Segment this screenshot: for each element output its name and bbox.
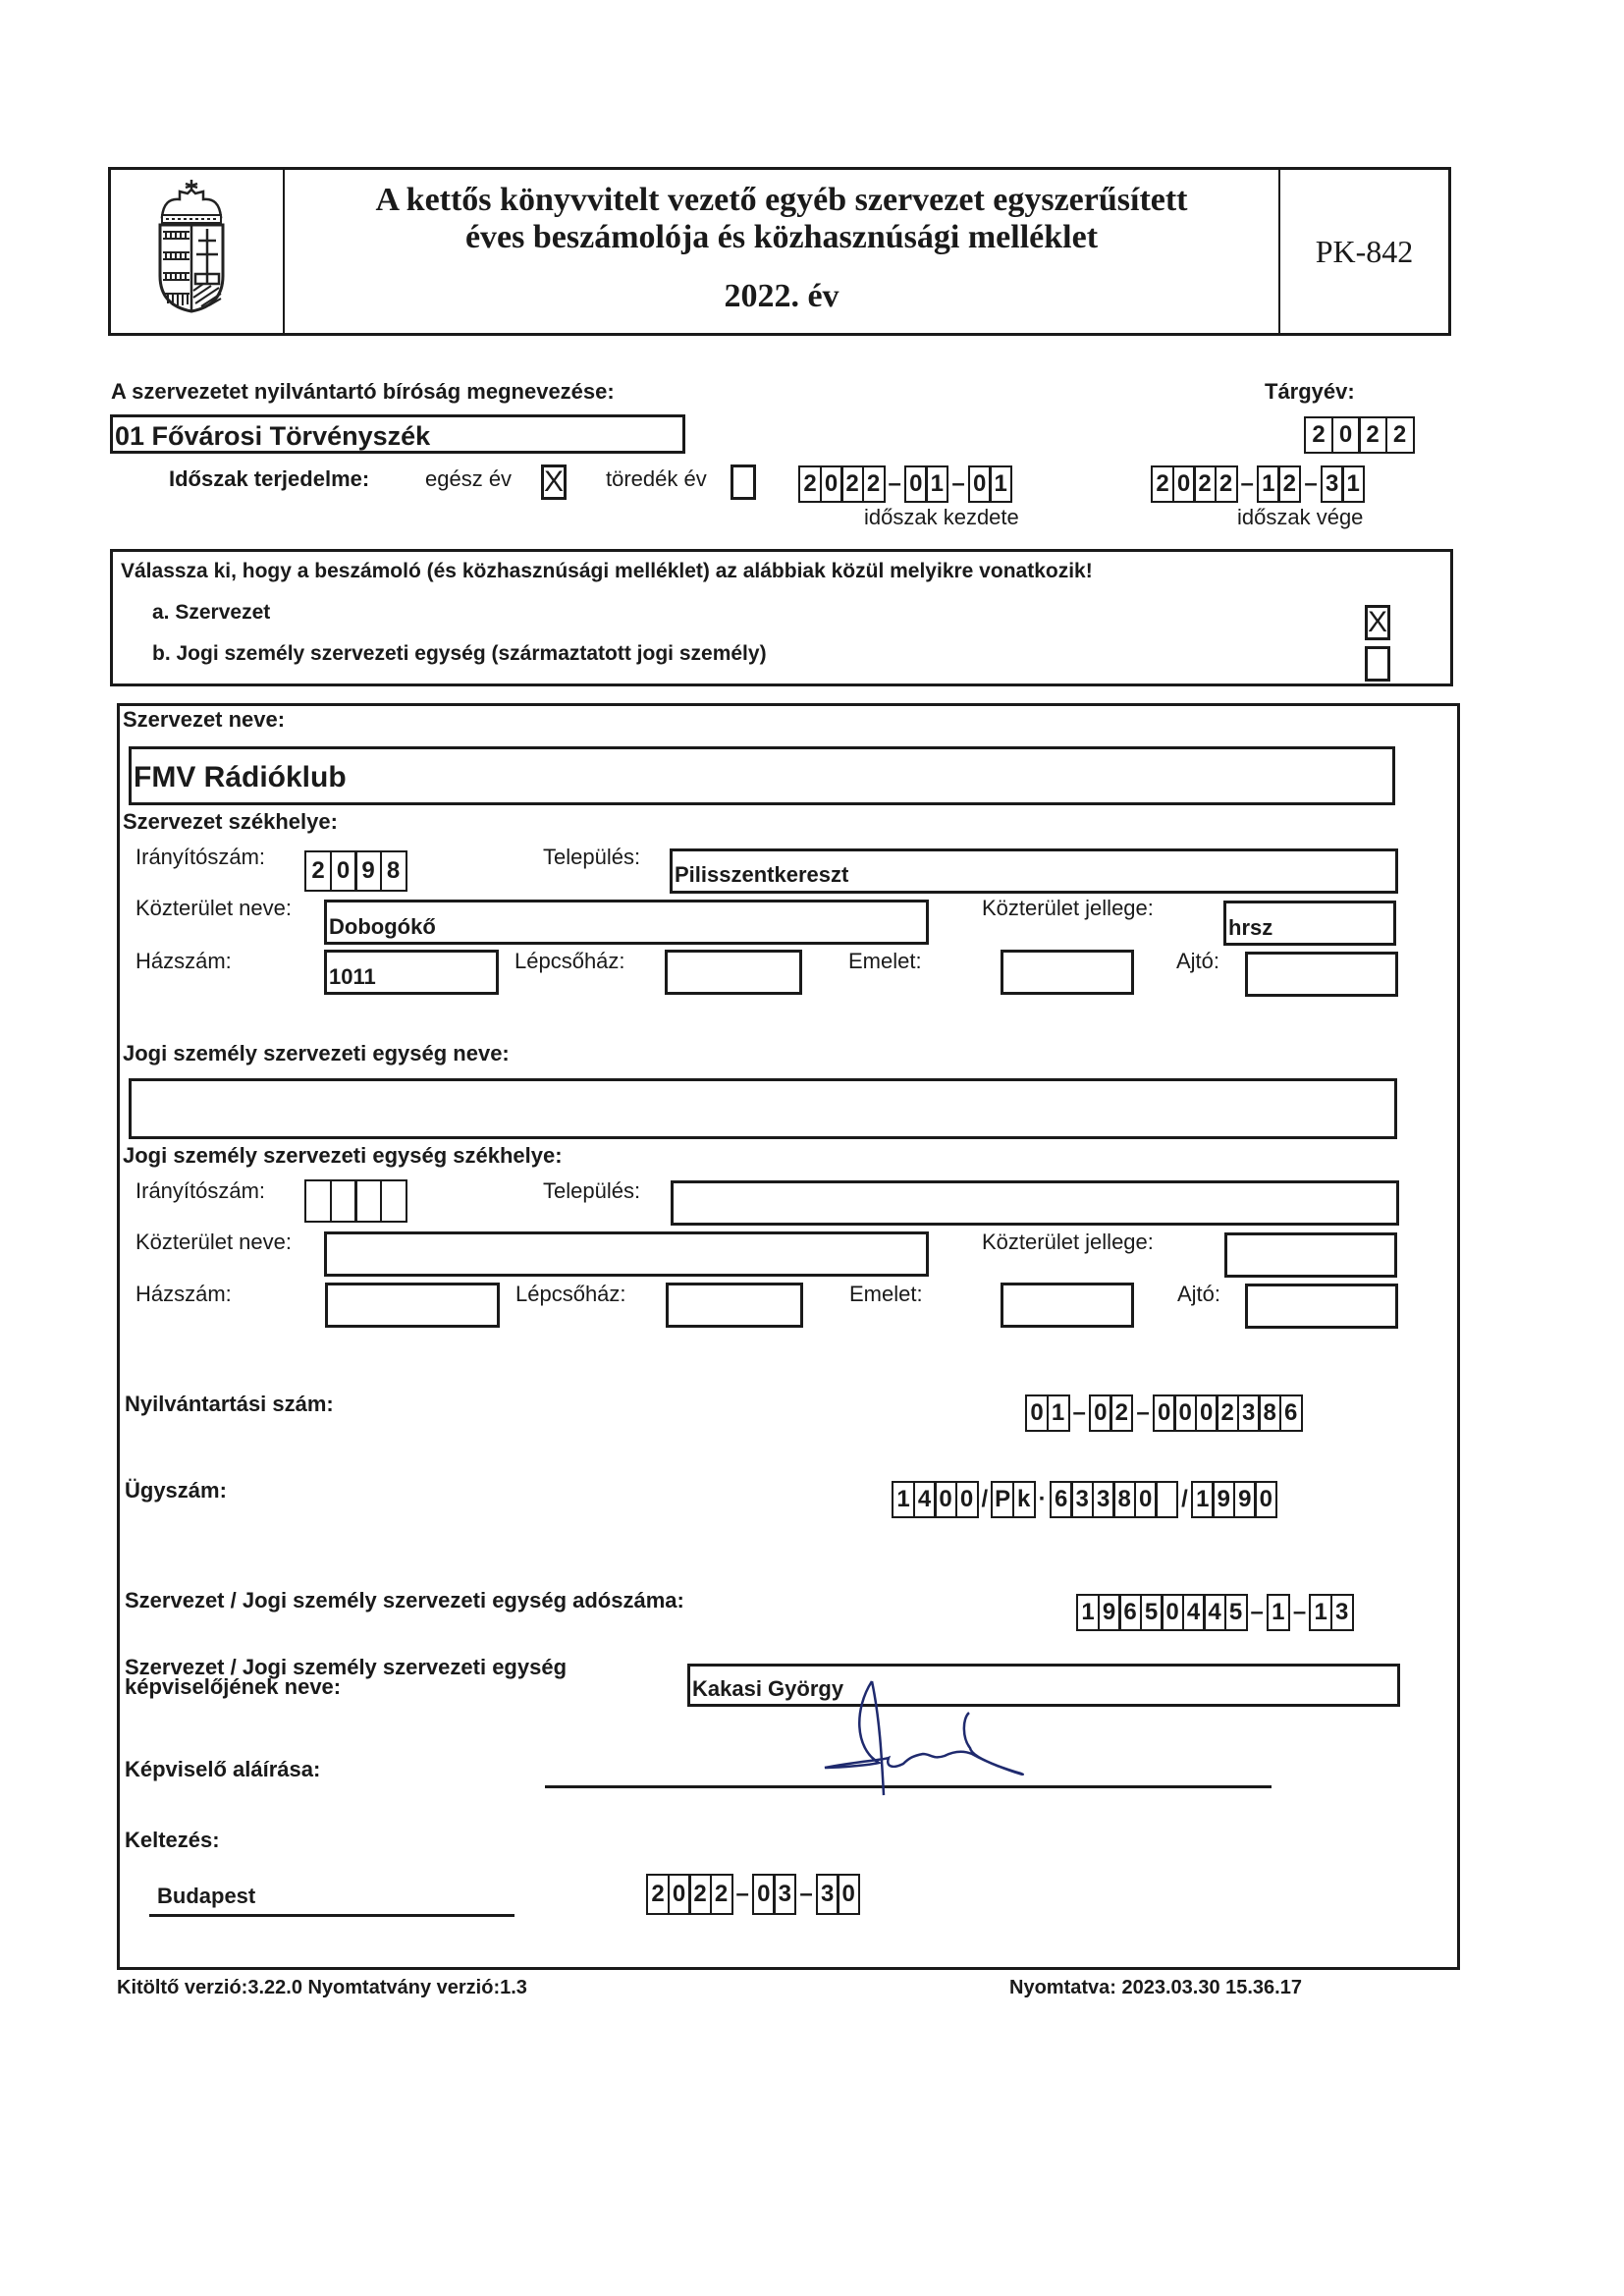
digit-group (1191, 1481, 1278, 1518)
digit-group (304, 850, 407, 892)
digit-cell[interactable]: 9 (1098, 1594, 1121, 1631)
digit-cell[interactable]: 4 (1182, 1594, 1206, 1631)
legal-unit-staircase-field[interactable] (666, 1283, 803, 1328)
org-street-type-value: hrsz (1228, 915, 1273, 940)
digit-group (1025, 1394, 1070, 1432)
digit-group (646, 1874, 733, 1915)
separator: – (888, 470, 901, 497)
legal-unit-door-field[interactable] (1245, 1284, 1398, 1329)
digit-group (1304, 416, 1415, 454)
scope-option-a-checkbox[interactable] (1365, 605, 1390, 640)
footer-printed: Nyomtatva: 2023.03.30 15.36.17 (1009, 1977, 1302, 1998)
digit-cell[interactable]: 9 (1212, 1481, 1235, 1518)
digit-group (1076, 1594, 1248, 1631)
digit-cell[interactable]: 6 (1279, 1394, 1303, 1432)
signature-stroke (872, 1681, 884, 1795)
digit-cell[interactable]: 0 (1331, 416, 1361, 454)
checkbox-mark: X (1368, 606, 1388, 638)
digit-cell[interactable] (330, 1179, 357, 1223)
legal-unit-city-field[interactable] (671, 1180, 1399, 1226)
digit-cell[interactable] (1155, 1481, 1178, 1518)
form-title (285, 182, 1278, 256)
digit-cell[interactable]: 8 (1112, 1481, 1136, 1518)
org-floor-field[interactable] (1001, 950, 1134, 995)
header-title-cell (285, 170, 1280, 333)
form-title-line-1: A kettős könyvvitelt vezető egyéb szervezet egyszerűsített (375, 182, 1188, 218)
dating-label: Keltezés: (125, 1828, 220, 1852)
digit-cell[interactable]: 0 (955, 1481, 979, 1518)
legal-unit-name-label: Jogi személy szervezeti egység neve: (123, 1041, 510, 1066)
dating-date[interactable] (646, 1874, 860, 1915)
digit-cell[interactable]: 2 (710, 1874, 733, 1915)
digit-cell[interactable]: 3 (1237, 1394, 1261, 1432)
separator: – (735, 1881, 749, 1907)
separator: – (1072, 1399, 1086, 1426)
representative-name-value: Kakasi György (692, 1676, 844, 1701)
digit-cell[interactable]: 2 (1215, 465, 1238, 503)
digit-cell[interactable]: 0 (668, 1874, 691, 1915)
representative-name-label-line-2: képviselőjének neve: (125, 1674, 342, 1699)
digit-cell[interactable]: 2 (798, 465, 822, 503)
digit-cell[interactable]: 3 (1321, 465, 1344, 503)
footer-version: Kitöltő verzió:3.22.0 Nyomtatvány verzió:1.3 (117, 1977, 527, 1998)
digit-cell[interactable]: 0 (330, 850, 357, 892)
court-name-value: 01 Fővárosi Törvényszék (115, 421, 431, 451)
digit-cell[interactable]: 9 (354, 850, 382, 892)
digit-cell[interactable]: 0 (837, 1874, 860, 1915)
digit-cell[interactable]: 1 (989, 465, 1012, 503)
org-name-label: Szervezet neve: (123, 707, 286, 732)
digit-cell[interactable]: 8 (1258, 1394, 1281, 1432)
legal-unit-street-type-label: Közterület jellege: (982, 1230, 1154, 1254)
digit-group (904, 465, 949, 503)
digit-cell[interactable]: 1 (1267, 1594, 1290, 1631)
digit-group (798, 465, 886, 503)
legal-unit-house-no-field[interactable] (325, 1283, 500, 1328)
period-start-date[interactable] (798, 465, 1012, 503)
digit-cell[interactable]: 1 (1191, 1481, 1215, 1518)
checkbox-mark: X (544, 465, 565, 498)
digit-group (1257, 465, 1302, 503)
org-street-type-label: Közterület jellege: (982, 896, 1154, 920)
digit-group (1050, 1481, 1179, 1518)
signature-label: Képviselő aláírása: (125, 1757, 321, 1781)
digit-cell[interactable]: 2 (1193, 465, 1217, 503)
digit-cell[interactable]: 4 (913, 1481, 937, 1518)
signature (815, 1669, 1060, 1807)
digit-group (991, 1481, 1036, 1518)
tax-no-digits[interactable] (1076, 1594, 1354, 1631)
org-postal-code-digits[interactable] (304, 850, 407, 892)
digit-cell[interactable]: 0 (1025, 1394, 1049, 1432)
header-logo-cell (111, 170, 285, 333)
digit-cell[interactable]: 0 (752, 1874, 776, 1915)
org-name-value: FMV Rádióklub (134, 761, 347, 793)
representative-name-label-line-1: Szervezet / Jogi személy szervezeti egység (125, 1655, 568, 1679)
digit-cell[interactable]: 8 (380, 850, 407, 892)
separator: – (1240, 470, 1254, 497)
digit-cell[interactable] (354, 1179, 382, 1223)
case-no-digits[interactable] (892, 1481, 1277, 1518)
period-end-caption: időszak vége (1237, 505, 1364, 529)
digit-cell[interactable]: 2 (1277, 465, 1301, 503)
digit-group (816, 1874, 861, 1915)
digit-cell[interactable]: 2 (1216, 1394, 1239, 1432)
digit-cell[interactable]: 1 (925, 465, 948, 503)
separator: / (981, 1486, 989, 1512)
org-staircase-field[interactable] (665, 950, 802, 995)
dating-place-line (149, 1914, 514, 1917)
scope-question: Válassza ki, hogy a beszámoló (és közhasznúsági melléklet) az alábbiak közül melyikre vonatkozik! (121, 560, 1093, 582)
digit-cell[interactable]: 3 (1330, 1594, 1354, 1631)
digit-cell[interactable]: 1 (1076, 1594, 1100, 1631)
digit-cell[interactable]: 6 (1050, 1481, 1073, 1518)
digit-cell[interactable]: 0 (1161, 1594, 1184, 1631)
digit-group (1153, 1394, 1303, 1432)
separator: – (1292, 1599, 1307, 1625)
digit-cell[interactable]: P (991, 1481, 1014, 1518)
digit-cell[interactable]: 2 (304, 850, 332, 892)
digit-cell[interactable]: 0 (1195, 1394, 1218, 1432)
legal-unit-floor-field[interactable] (1001, 1283, 1134, 1328)
digit-cell[interactable]: 2 (688, 1874, 712, 1915)
legal-unit-floor-label: Emelet: (849, 1282, 923, 1306)
org-floor-label: Emelet: (848, 949, 922, 973)
legal-unit-street-type-field[interactable] (1224, 1232, 1397, 1278)
reg-no-label: Nyilvántartási szám: (125, 1392, 334, 1416)
digit-group (1151, 465, 1238, 503)
digit-cell[interactable]: 0 (904, 465, 928, 503)
legal-unit-postal-code-label: Irányítószám: (135, 1178, 266, 1203)
org-street-field[interactable] (324, 900, 929, 945)
form-title-line-2: éves beszámolója és közhasznúsági melléklet (464, 219, 1099, 255)
hungarian-coat-of-arms-icon (152, 178, 231, 315)
digit-cell[interactable]: 1 (1309, 1594, 1332, 1631)
legal-unit-name-field[interactable] (129, 1078, 1397, 1139)
digit-group (1309, 1594, 1354, 1631)
digit-group (1267, 1594, 1290, 1631)
digit-cell[interactable]: 3 (773, 1874, 796, 1915)
court-name-field[interactable] (110, 414, 685, 454)
digit-cell[interactable]: 5 (1224, 1594, 1248, 1631)
digit-cell[interactable]: 2 (1304, 416, 1333, 454)
form-code: PK-842 (1315, 233, 1414, 269)
form-header (108, 167, 1451, 336)
digit-cell[interactable]: 3 (816, 1874, 839, 1915)
digit-group (1321, 465, 1366, 503)
separator: – (1136, 1399, 1150, 1426)
legal-unit-postal-code-digits[interactable] (304, 1179, 407, 1223)
digit-cell[interactable]: 0 (1172, 465, 1196, 503)
digit-cell[interactable]: 0 (1134, 1481, 1158, 1518)
digit-group (304, 1179, 407, 1223)
org-city-label: Település: (543, 845, 641, 869)
digit-cell[interactable]: 0 (1173, 1394, 1197, 1432)
digit-group (1089, 1394, 1134, 1432)
digit-group (752, 1874, 797, 1915)
digit-cell[interactable]: 0 (1089, 1394, 1112, 1432)
org-door-field[interactable] (1245, 952, 1398, 997)
partial-year-label: töredék év (606, 466, 707, 491)
separator: – (1304, 470, 1318, 497)
legal-unit-door-label: Ajtó: (1177, 1282, 1221, 1306)
court-label: A szervezetet nyilvántartó bíróság megnevezése: (111, 379, 615, 404)
scope-option-b-checkbox[interactable] (1365, 646, 1390, 682)
signature-stroke (825, 1681, 1023, 1775)
digit-cell[interactable] (380, 1179, 407, 1223)
whole-year-label: egész év (425, 466, 513, 491)
legal-unit-street-field[interactable] (324, 1231, 929, 1277)
digit-cell[interactable]: 2 (840, 465, 864, 503)
org-street-label: Közterület neve: (135, 896, 292, 920)
digit-cell[interactable]: 2 (1151, 465, 1174, 503)
subject-year-label: Tárgyév: (1265, 379, 1355, 404)
digit-cell[interactable]: 1 (1257, 465, 1280, 503)
whole-year-checkbox[interactable] (541, 465, 567, 500)
org-door-label: Ajtó: (1176, 949, 1220, 973)
digit-cell[interactable]: 2 (1385, 416, 1415, 454)
separator: – (1250, 1599, 1264, 1625)
digit-cell[interactable]: 1 (892, 1481, 915, 1518)
separator: – (799, 1881, 813, 1907)
period-end-date[interactable] (1151, 465, 1365, 503)
legal-unit-seat-label: Jogi személy szervezeti egység székhelye: (123, 1143, 563, 1168)
scope-option-a-label: a. Szervezet (152, 601, 271, 624)
digit-cell[interactable]: 2 (862, 465, 886, 503)
digit-cell[interactable]: 3 (1092, 1481, 1115, 1518)
subject-year-digits[interactable] (1304, 416, 1415, 454)
digit-cell[interactable]: 1 (1341, 465, 1365, 503)
org-city-field[interactable] (670, 848, 1398, 894)
legal-unit-house-no-label: Házszám: (135, 1282, 232, 1306)
period-label: Időszak terjedelme: (169, 466, 370, 491)
digit-cell[interactable]: 2 (1110, 1394, 1133, 1432)
legal-unit-city-label: Település: (543, 1178, 641, 1203)
org-house-no-value: 1011 (329, 964, 376, 989)
org-name-field[interactable] (129, 746, 1395, 805)
period-start-caption: időszak kezdete (864, 505, 1019, 529)
digit-cell[interactable]: 5 (1140, 1594, 1164, 1631)
digit-cell[interactable]: 3 (1070, 1481, 1094, 1518)
digit-cell[interactable]: 0 (968, 465, 992, 503)
case-no-label: Ügyszám: (125, 1478, 227, 1503)
digit-cell[interactable]: 0 (820, 465, 843, 503)
digit-cell[interactable]: 0 (1254, 1481, 1277, 1518)
digit-cell[interactable]: 0 (934, 1481, 957, 1518)
digit-group (892, 1481, 979, 1518)
separator: – (951, 470, 965, 497)
org-street-value: Dobogókő (329, 914, 436, 939)
org-house-no-label: Házszám: (135, 949, 232, 973)
partial-year-checkbox[interactable] (731, 465, 756, 500)
org-city-value: Pilisszentkereszt (675, 862, 849, 887)
org-postal-code-label: Irányítószám: (135, 845, 266, 869)
org-seat-label: Szervezet székhelye: (123, 809, 338, 834)
digit-cell[interactable]: 4 (1203, 1594, 1226, 1631)
digit-cell[interactable]: 6 (1118, 1594, 1142, 1631)
digit-group (968, 465, 1013, 503)
org-staircase-label: Lépcsőház: (514, 949, 625, 973)
digit-cell[interactable]: 1 (1047, 1394, 1070, 1432)
scope-section (110, 549, 1453, 686)
digit-cell[interactable]: 0 (1153, 1394, 1176, 1432)
org-street-type-field[interactable] (1223, 901, 1396, 946)
form-year: 2022. év (724, 278, 839, 314)
representative-name-label (125, 1655, 568, 1699)
separator: / (1181, 1486, 1188, 1512)
dating-place[interactable]: Budapest (157, 1884, 256, 1908)
digit-cell[interactable]: 2 (1358, 416, 1387, 454)
tax-no-label: Szervezet / Jogi személy szervezeti egység adószáma: (125, 1588, 684, 1613)
legal-unit-staircase-label: Lépcsőház: (515, 1282, 626, 1306)
digit-cell[interactable]: 9 (1233, 1481, 1257, 1518)
scope-option-b-label: b. Jogi személy szervezeti egység (származtatott jogi személy) (152, 642, 767, 665)
digit-cell[interactable]: k (1012, 1481, 1036, 1518)
digit-cell[interactable] (304, 1179, 332, 1223)
separator: · (1038, 1486, 1047, 1512)
legal-unit-street-label: Közterület neve: (135, 1230, 292, 1254)
reg-no-digits[interactable] (1025, 1394, 1303, 1432)
digit-cell[interactable]: 2 (646, 1874, 670, 1915)
org-house-no-field[interactable] (324, 950, 499, 995)
